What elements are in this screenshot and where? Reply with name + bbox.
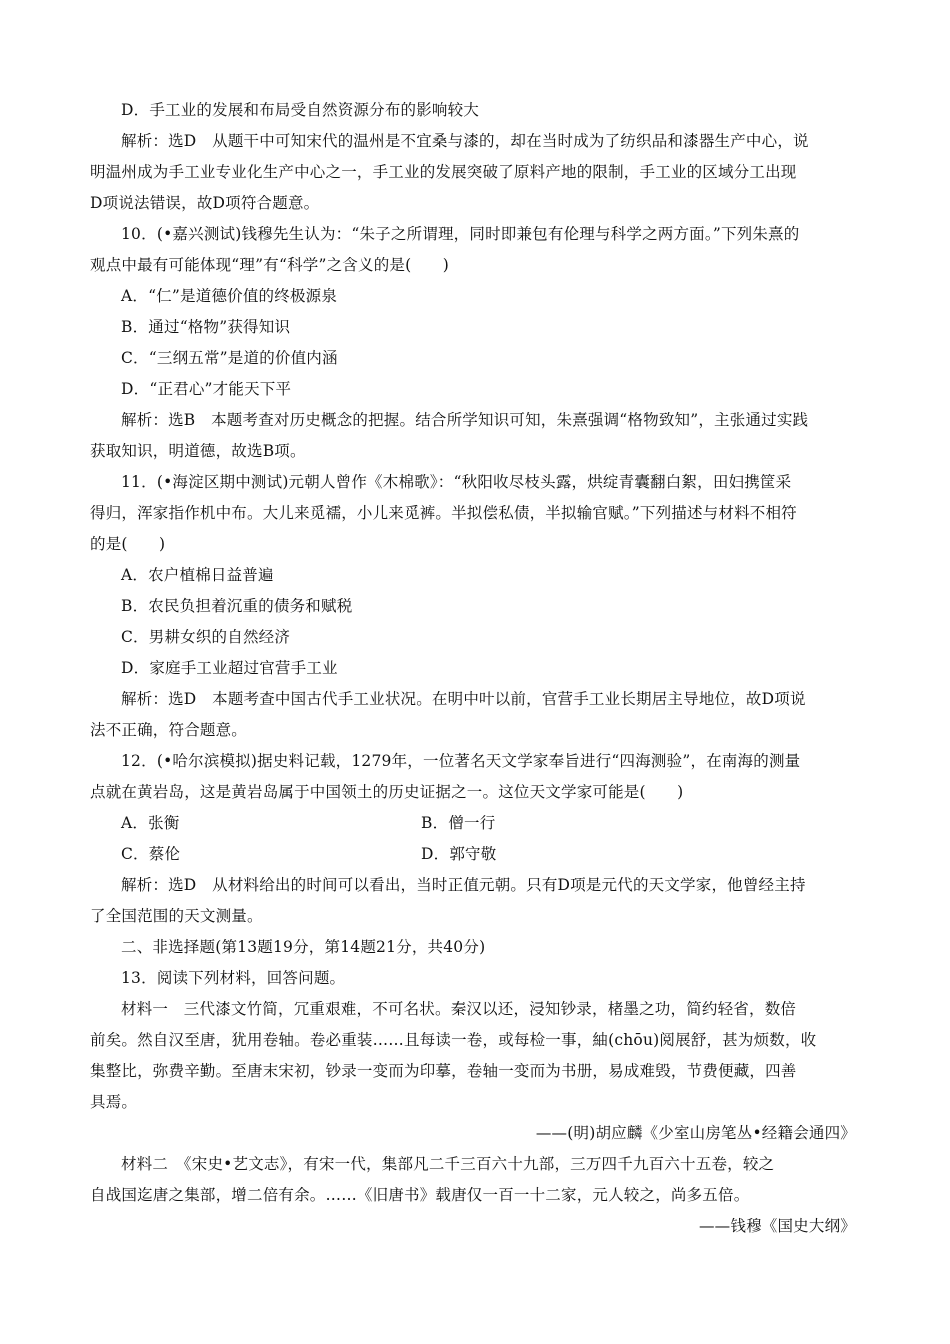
option-d-line: D．家庭手工业超过官营手工业 (121, 659, 338, 677)
material-one-line: 前矣。然自汉至唐，犹用卷轴。卷必重装……且每读一卷，或每检一事，紬(chōu)阅展舒，甚为烦数，收 (90, 1031, 817, 1049)
option-b-line: B．通过“格物”获得知识 (121, 318, 291, 336)
material-two-citation: ——钱穆《国史大纲》 (698, 1217, 856, 1235)
material-two-line: 材料二 《宋史•艺文志》，有宋一代，集部凡二千三百六十九部，三万四千九百六十五卷，较之 (121, 1155, 775, 1173)
option-d-line: D．“正君心”才能天下平 (121, 380, 292, 398)
option-d-line: D．郭守敬 (421, 845, 497, 863)
analysis-line: 解析：选B 本题考查对历史概念的把握。结合所学知识可知，朱熹强调“格物致知”，主张通过实践 (121, 411, 809, 429)
question-13-line: 13．阅读下列材料，回答问题。 (121, 969, 346, 987)
material-one-line: 材料一 三代漆文竹简，冗重艰难，不可名状。秦汉以还，浸知钞录，楮墨之功，简约轻省，数倍 (121, 1000, 797, 1018)
question-10-line: 10．(•嘉兴测试)钱穆先生认为：“朱子之所谓理，同时即兼包有伦理与科学之两方面。”下列朱熹的 (121, 225, 800, 243)
section-heading: 二、非选择题(第13题19分，第14题21分，共40分) (121, 938, 486, 956)
question-11-line: 得归，浑家指作机中布。大儿来觅襦，小儿来觅裤。半拟偿私债，半拟输官赋。”下列描述与材料不相符 (90, 504, 797, 522)
material-one-citation: ——(明)胡应麟《少室山房笔丛•经籍会通四》 (535, 1124, 856, 1142)
analysis-line: 解析：选D 本题考查中国古代手工业状况。在明中叶以前，官营手工业长期居主导地位，故D项说 (121, 690, 806, 708)
option-a-line: A．“仁”是道德价值的终极源泉 (121, 287, 338, 305)
option-c-line: C．蔡伦 (121, 845, 181, 863)
option-b-line: B．僧一行 (421, 814, 496, 832)
question-12-line: 12．(•哈尔滨模拟)据史料记载，1279年，一位著名天文学家奉旨进行“四海测验”，在南海的测量 (121, 752, 801, 770)
option-c-line: C．男耕女织的自然经济 (121, 628, 291, 646)
question-11-line: 的是( ) (90, 535, 166, 553)
analysis-line: 了全国范围的天文测量。 (90, 907, 263, 925)
material-two-line: 自战国迄唐之集部，增二倍有余。……《旧唐书》载唐仅一百一十二家，元人较之，尚多五倍。 (90, 1186, 750, 1204)
analysis-line: 法不正确，符合题意。 (90, 721, 248, 739)
question-12-line: 点就在黄岩岛，这是黄岩岛属于中国领土的历史证据之一。这位天文学家可能是( ) (90, 783, 684, 801)
option-c-line: C．“三纲五常”是道的价值内涵 (121, 349, 338, 367)
option-a-line: A．张衡 (121, 814, 180, 832)
option-a-line: A．农户植棉日益普遍 (121, 566, 274, 584)
analysis-line: 获取知识，明道德，故选B项。 (90, 442, 306, 460)
analysis-line: 解析：选D 从材料给出的时间可以看出，当时正值元朝。只有D项是元代的天文学家，他曾经主持 (121, 876, 806, 894)
analysis-line: 解析：选D 从题干中可知宋代的温州是不宜桑与漆的，却在当时成为了纺织品和漆器生产中心，说 (121, 132, 809, 150)
material-one-line: 具焉。 (90, 1093, 138, 1111)
option-d-line: D．手工业的发展和布局受自然资源分布的影响较大 (121, 101, 480, 119)
analysis-line: 明温州成为手工业专业化生产中心之一，手工业的发展突破了原料产地的限制，手工业的区域分工出现 (90, 163, 797, 181)
question-11-line: 11．(•海淀区期中测试)元朝人曾作《木棉歌》：“秋阳收尽枝头露，烘绽青囊翻白絮，田妇携筐采 (121, 473, 792, 491)
option-b-line: B．农民负担着沉重的债务和赋税 (121, 597, 353, 615)
material-one-line: 集整比，弥费辛勤。至唐末宋初，钞录一变而为印摹，卷轴一变而为书册，易成难毁，节费便藏，四善 (90, 1062, 797, 1080)
analysis-line: D项说法错误，故D项符合题意。 (90, 194, 320, 212)
question-10-line: 观点中最有可能体现“理”有“科学”之含义的是( ) (90, 256, 449, 274)
